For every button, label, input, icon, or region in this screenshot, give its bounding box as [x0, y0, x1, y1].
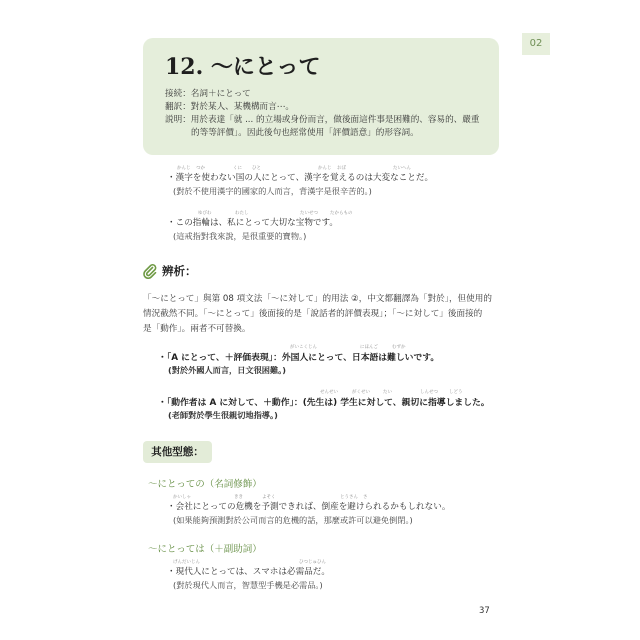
furigana-reading: げんだいじん: [173, 560, 200, 565]
furigana-reading: わたし: [235, 211, 249, 216]
example-sentence: ・漢字を使わない国の人にとって、漢字を覚えるのは大変なことだ。: [167, 173, 434, 183]
furigana-reading: ひと: [252, 166, 261, 171]
furigana-reading: たからもの: [330, 211, 353, 216]
furigana-reading: たいへん: [393, 166, 411, 171]
explanation-line-cont: 的等等評價」。因此後句也經常使用「評價語意」的形容詞。: [191, 128, 419, 138]
furigana-reading: がくせい: [352, 390, 370, 395]
connection-line: 接続：名詞＋にとって: [165, 89, 251, 99]
other-forms-tag: 其他型態：: [143, 441, 212, 463]
furigana-reading: にほんご: [360, 345, 378, 350]
furigana-reading: かんじ: [177, 166, 191, 171]
form-example-translation: (對於現代人而言，智慧型手機是必需品。): [173, 580, 323, 590]
form-example-sentence: ・現代人にとっては、スマホは必需品だ。: [167, 567, 330, 577]
furigana-reading: とうさん: [340, 495, 358, 500]
form-heading: 〜にとっては（＋副助詞）: [148, 544, 262, 555]
analysis-paragraph-line: 「〜にとって」與第 08 項文法「〜に対して」的用法 ②，中文都翻譯為「對於」，但使用的: [143, 294, 492, 304]
furigana-reading: たいせつ: [300, 211, 318, 216]
example-sentence: ・この指輪は、私にとって大切な宝物です。: [167, 218, 339, 228]
furigana-reading: おぼ: [337, 166, 346, 171]
analysis-title: 辨析：: [162, 264, 197, 278]
furigana-reading: さ: [363, 495, 368, 500]
grammar-title: 12. 〜にとって: [165, 54, 321, 80]
furigana-reading: ひつじゅひん: [299, 560, 326, 565]
explanation-line: 説明：用於表達「就 ... 的立場或身份而言，做後面這件事是困難的、容易的、嚴重: [165, 115, 480, 125]
furigana-reading: しんせつ: [420, 390, 438, 395]
furigana-reading: きき: [234, 495, 243, 500]
page-section-tag: 02: [522, 33, 550, 55]
analysis-bullet-translation: (對於外國人而言，日文很困難。): [168, 365, 287, 375]
furigana-reading: むずか: [392, 345, 406, 350]
form-example-translation: (如果能夠預測對於公司而言的危機的話，那麼或許可以避免倒閉。): [173, 515, 413, 525]
page-number: 37: [479, 606, 490, 616]
translation-line: 翻訳：對於某人、某機構而言⋯。: [165, 102, 294, 112]
furigana-reading: がいこくじん: [290, 345, 317, 350]
furigana-reading: たい: [383, 390, 392, 395]
analysis-paragraph-line: 是「動作」。兩者不可替換。: [143, 324, 251, 334]
furigana-reading: しどう: [449, 390, 463, 395]
example-translation: (這戒指對我來說，是很重要的寶物。): [173, 231, 307, 241]
example-translation: (對於不使用漢字的國家的人而言，背漢字是很辛苦的。): [173, 186, 372, 196]
furigana-reading: せんせい: [320, 390, 338, 395]
furigana-reading: つか: [196, 166, 205, 171]
form-heading: 〜にとっての（名詞修飾）: [148, 479, 262, 490]
analysis-paragraph-line: 情況截然不同。「〜にとって」後面接的是「說話者的評價表現」；「〜に対して」後面接的: [143, 309, 483, 319]
paperclip-icon: [142, 263, 158, 279]
analysis-bullet: ・「A にとって、＋評価表現」：外国人にとって、日本語は難しいです。: [158, 353, 440, 363]
furigana-reading: かんじ: [318, 166, 332, 171]
form-example-sentence: ・会社にとっての危機を予測できれば、倒産を避けられるかもしれない。: [167, 502, 451, 512]
furigana-reading: かいしゃ: [173, 495, 191, 500]
furigana-reading: くに: [233, 166, 242, 171]
furigana-reading: よそく: [262, 495, 276, 500]
analysis-bullet: ・「動作者は A に対して、＋動作」：(先生は) 学生に対して、親切に指導しました。: [158, 398, 490, 408]
furigana-reading: ゆびわ: [198, 211, 212, 216]
analysis-bullet-translation: (老師對於學生很親切地指導。): [168, 410, 278, 420]
